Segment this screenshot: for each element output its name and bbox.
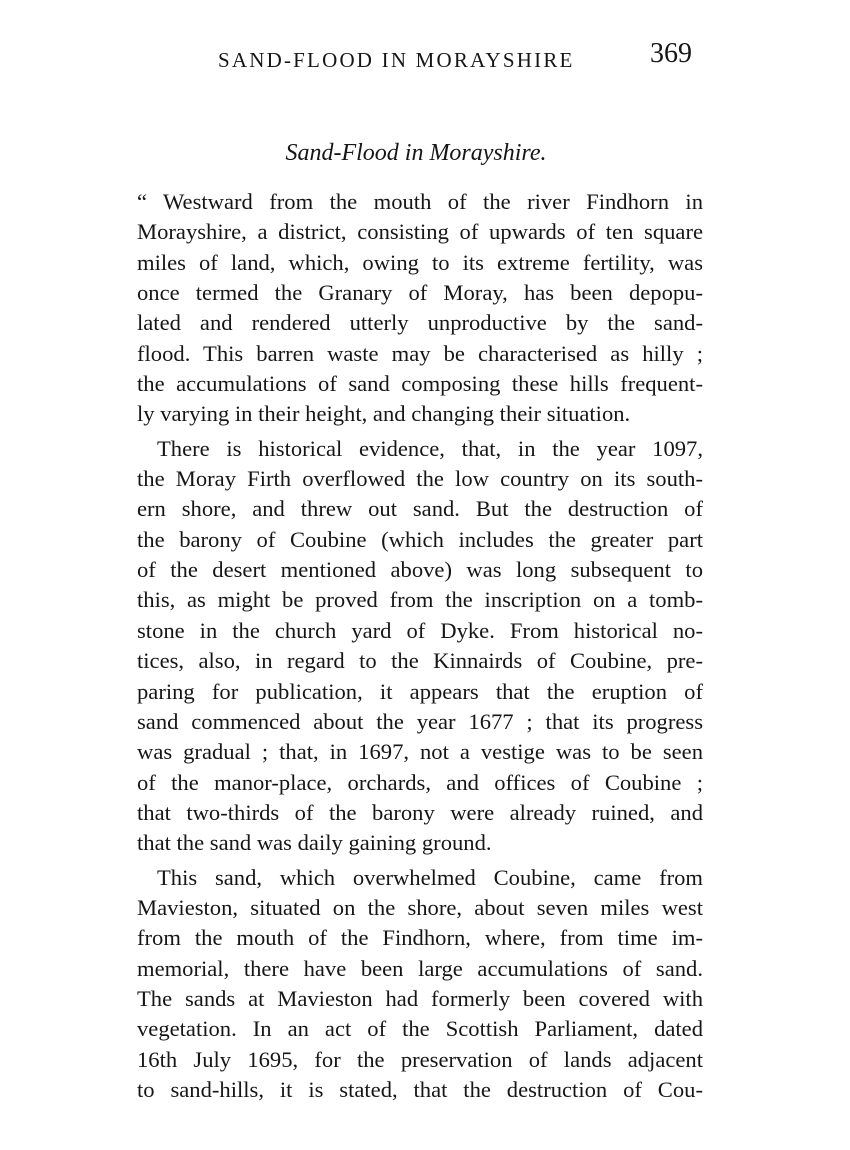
text-line: the accumulations of sand composing these hills frequent- <box>137 371 703 397</box>
text-line: stone in the church yard of Dyke. From historical no- <box>137 617 703 643</box>
text-line: of the manor-place, orchards, and offices of Coubine ; <box>137 769 703 795</box>
text-line: This sand, which overwhelmed Coubine, came from <box>157 864 703 890</box>
text-line: Morayshire, a district, consisting of upwards of ten square <box>137 219 703 245</box>
page-number: 369 <box>650 38 692 69</box>
text-line: was gradual ; that, in 1697, not a vestige was to be seen <box>137 739 703 765</box>
text-line: sand commenced about the year 1677 ; that its progress <box>137 708 703 734</box>
text-line: ern shore, and threw out sand. But the destruction of <box>137 496 703 522</box>
text-line: ly varying in their height, and changing their situation. <box>137 401 631 427</box>
text-line: to sand-hills, it is stated, that the destruction of Cou- <box>137 1076 703 1102</box>
text-line: the Moray Firth overflowed the low country on its south- <box>137 466 703 492</box>
text-line: memorial, there have been large accumulations of sand. <box>137 955 703 981</box>
text-line: this, as might be proved from the inscription on a tomb- <box>137 587 703 613</box>
text-line: There is historical evidence, that, in the year 1097, <box>157 435 703 461</box>
running-title: SAND-FLOOD IN MORAYSHIRE <box>218 48 575 72</box>
text-line: “ Westward from the mouth of the river Findhorn in <box>137 189 703 214</box>
text-line: tices, also, in regard to the Kinnairds of Coubine, pre- <box>137 648 703 674</box>
text-line: once termed the Granary of Moray, has been depopu- <box>137 280 703 306</box>
text-line: miles of land, which, owing to its extreme fertility, was <box>137 249 703 275</box>
running-head <box>0 38 850 78</box>
text-line: The sands at Mavieston had formerly been covered with <box>137 985 703 1011</box>
text-line: lated and rendered utterly unproductive by the sand- <box>137 310 703 336</box>
text-line: Mavieston, situated on the shore, about seven miles west <box>137 894 703 920</box>
section-title: Sand-Flood in Morayshire. <box>285 140 547 166</box>
text-line: 16th July 1695, for the preservation of lands adjacent <box>137 1046 703 1072</box>
text-line: from the mouth of the Findhorn, where, from time im- <box>137 925 703 951</box>
text-line: vegetation. In an act of the Scottish Parliament, dated <box>137 1016 703 1042</box>
text-line: flood. This barren waste may be characterised as hilly ; <box>137 340 703 366</box>
body-text <box>137 187 703 1105</box>
text-line: of the desert mentioned above) was long subsequent to <box>137 557 703 583</box>
text-line: the barony of Coubine (which includes the greater part <box>137 526 703 552</box>
text-line: that two-thirds of the barony were already ruined, and <box>137 799 703 825</box>
text-line: that the sand was daily gaining ground. <box>137 830 492 856</box>
text-line: paring for publication, it appears that the eruption of <box>137 678 703 704</box>
